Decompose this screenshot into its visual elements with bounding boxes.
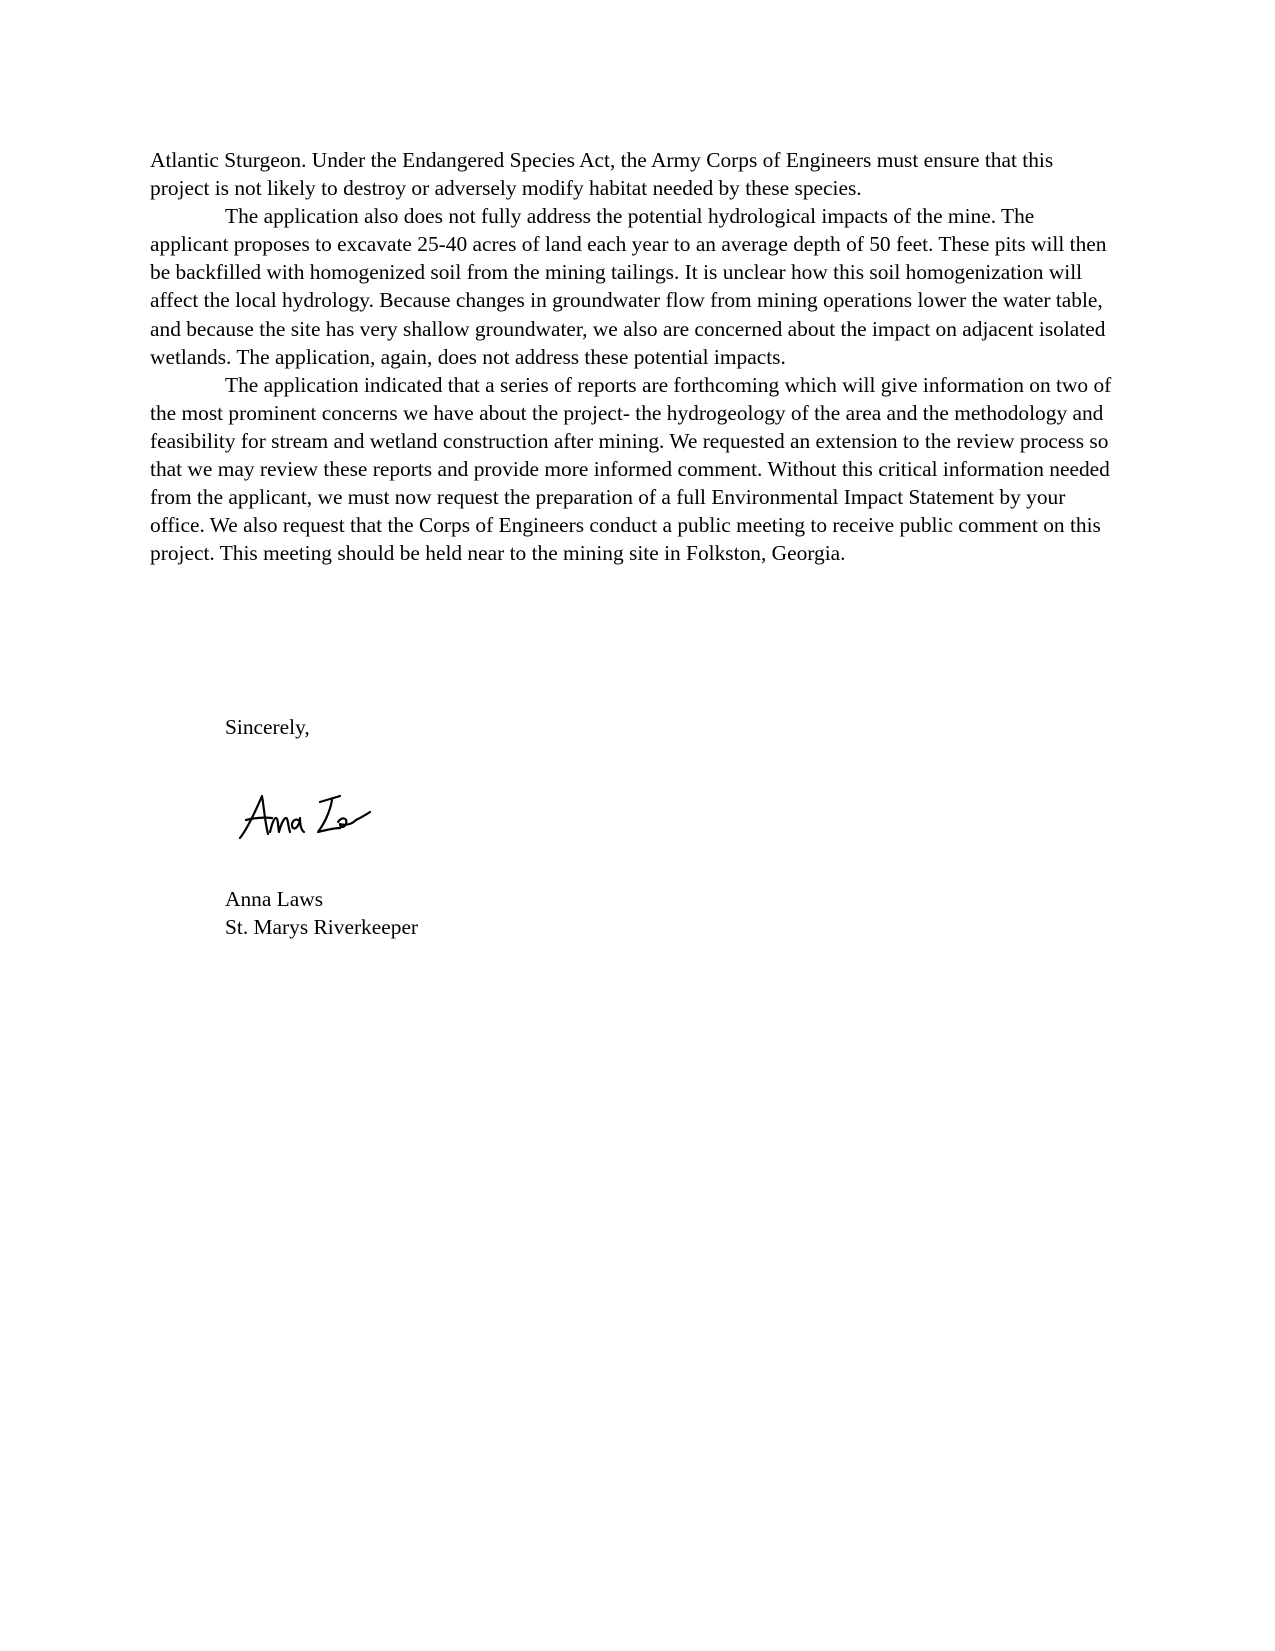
signer-name: Anna Laws [225, 887, 324, 911]
signature-image [238, 788, 388, 848]
signer-title: St. Marys Riverkeeper [225, 915, 419, 939]
signer-block [225, 885, 418, 941]
paragraph-continued: Atlantic Sturgeon. Under the Endangered Species Act, the Army Corps of Engineers must ensure that this project is not likely to destroy or adversely modify habitat needed by these species. [150, 148, 1054, 201]
closing-salutation: Sincerely, [225, 715, 310, 739]
letter-body [150, 146, 1115, 567]
paragraph-hydrology: The application also does not fully address the potential hydrological impacts of the mine. The applicant proposes to excavate 25-40 acres of land each year to an average depth of 50 feet. These pits will then be backfilled with homogenized soil from the mining tailings. It is unclear how this soil homogenization will affect the local hydrology. Because changes in groundwater flow from mining operations lower the water table, and because the site has very shallow groundwater, we also are concerned about the impact on adjacent isolated wetlands. The application, again, does not address these potential impacts. [150, 204, 1107, 369]
paragraph-request: The application indicated that a series of reports are forthcoming which will give information on two of the most prominent concerns we have about the project- the hydrogeology of the area and the methodology and feasibility for stream and wetland construction after mining. We requested an extension to the review process so that we may review these reports and provide more informed comment. Without this critical information needed from the applicant, we must now request the preparation of a full Environmental Impact Statement by your office. We also request that the Corps of Engineers conduct a public meeting to receive public comment on this project. This meeting should be held near to the mining site in Folkston, Georgia. [150, 372, 1112, 566]
